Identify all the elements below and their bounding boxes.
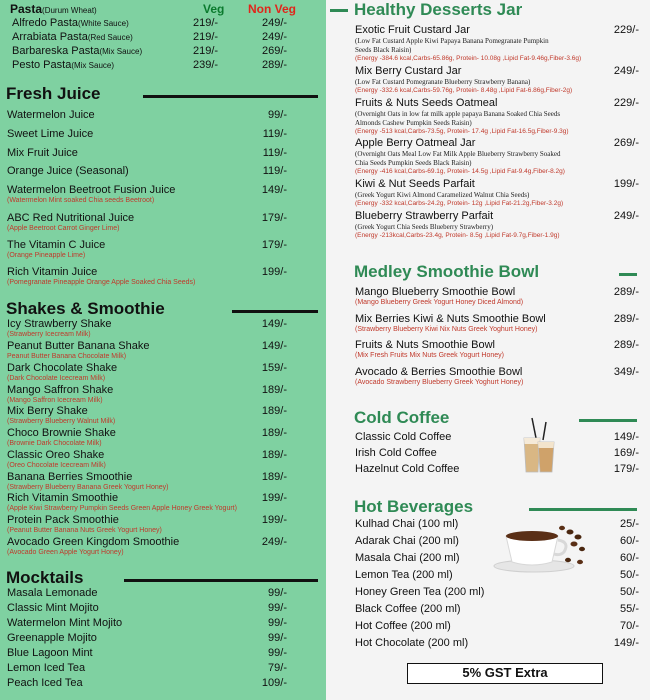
hot-beverages-title: Hot Beverages: [354, 497, 474, 516]
menu-item: Mango Saffron Shake 189/- (Mango Saffron Icecream Milk): [7, 384, 287, 404]
menu-item: Watermelon Juice 99/-: [7, 109, 287, 121]
menu-item: Masala Lemonade 99/-: [7, 587, 287, 599]
section-divider: [143, 95, 318, 98]
menu-item: Kulhad Chai (100 ml) 25/-: [355, 518, 639, 530]
menu-item: Watermelon Mint Mojito 99/-: [7, 617, 287, 629]
mocktails-title: Mocktails: [6, 568, 84, 587]
menu-item: Sweet Lime Juice 119/-: [7, 128, 287, 140]
menu-item: Hot Chocolate (200 ml) 149/-: [355, 637, 639, 649]
menu-item: Dark Chocolate Shake 159/- (Dark Chocolate Icecream Milk): [7, 362, 287, 382]
pasta-title: Pasta(Durum Wheat): [10, 2, 97, 16]
menu-item: Blueberry Strawberry Parfait 249/- (Greek Yogurt Chia Seeds Blueberry Strawberry) (Energy -213kcal,Carbs-23.4g, Protein- 8.5g ,Lipid Fat-9.7g,Fiber-1.9g): [355, 210, 639, 239]
menu-item: Banana Berries Smoothie 189/- (Strawberry Blueberry Banana Greek Yogurt Honey): [7, 471, 287, 491]
nonveg-column-label: Non Veg: [248, 2, 297, 16]
menu-item: Mix Berry Shake 189/- (Strawberry Blueberry Walnut Milk): [7, 405, 287, 425]
pasta-row: Barbareska Pasta(Mix Sauce) 219/- 269/-: [12, 45, 288, 57]
menu-item: Choco Brownie Shake 189/- (Brownie Dark Chocolate Milk): [7, 427, 287, 447]
menu-item: Classic Mint Mojito 99/-: [7, 602, 287, 614]
menu-item: Peach Iced Tea 109/-: [7, 677, 287, 689]
menu-item: Avocado & Berries Smoothie Bowl 349/- (Avocado Strawberry Blueberry Greek Yoghurt Honey): [355, 366, 639, 386]
menu-item: ABC Red Nutritional Juice 179/- (Apple Beetroot Carrot Ginger Lime): [7, 212, 287, 232]
menu-item: Greenapple Mojito 99/-: [7, 632, 287, 644]
menu-item: Orange Juice (Seasonal) 119/-: [7, 165, 287, 177]
shakes-title: Shakes & Smoothie: [6, 299, 165, 318]
menu-item: Classic Cold Coffee 149/-: [355, 431, 639, 443]
menu-item: Apple Berry Oatmeal Jar 269/- (Overnight Oats Meal Low Fat Milk Apple Blueberry Strawberry Soaked Chia Seeds Pumpkin Seeds Black Raisin) (Energy -416 kcal,Carbs-69.1g, Protein- 14.5g ,Lipid Fat-9.4g,Fiber-8.2g): [355, 137, 639, 175]
pasta-header: [10, 2, 316, 16]
menu-item: Rich Vitamin Juice 199/- (Pomegranate Pineapple Orange Apple Soaked Chia Seeds): [7, 266, 287, 286]
pasta-row: Alfredo Pasta(White Sauce) 219/- 249/-: [12, 17, 288, 29]
iced-coffee-icon: [516, 416, 562, 474]
desserts-title: Healthy Desserts Jar: [354, 0, 523, 19]
pasta-row: Arrabiata Pasta(Red Sauce) 219/- 249/-: [12, 31, 288, 43]
menu-item: Fruits & Nuts Smoothie Bowl 289/- (Mix Fresh Fruits Mix Nuts Greek Yogurt Honey): [355, 339, 639, 359]
hot-coffee-icon: [492, 522, 588, 574]
menu-item: Kiwi & Nut Seeds Parfait 199/- (Greek Yogurt Kiwi Almond Caramelized Walnut Chia Seeds) (Energy -332 kcal,Carbs-24.2g, Protein- 12g ,Lipid Fat-21.2g,Fiber-3.2g): [355, 178, 639, 207]
medley-title: Medley Smoothie Bowl: [354, 262, 540, 281]
pasta-row: Pesto Pasta(Mix Sauce) 239/- 289/-: [12, 59, 288, 71]
menu-item: Watermelon Beetroot Fusion Juice 149/- (Watermelon Mint soaked Chia seeds Beetroot): [7, 184, 287, 204]
menu-item: Blue Lagoon Mint 99/-: [7, 647, 287, 659]
menu-item: Mix Berries Kiwi & Nuts Smoothie Bowl 289/- (Strawberry Blueberry Kiwi Nix Nuts Greek Yoghurt Honey): [355, 313, 639, 333]
cold-coffee-title: Cold Coffee: [354, 408, 450, 427]
menu-item: Mix Fruit Juice 119/-: [7, 147, 287, 159]
menu-item: Rich Vitamin Smoothie 199/- (Apple Kiwi Strawberry Pumpkin Seeds Green Apple Honey Greek Yogurt): [7, 492, 287, 512]
menu-item: Black Coffee (200 ml) 55/-: [355, 603, 639, 615]
section-divider: [124, 579, 318, 582]
menu-item: Mango Blueberry Smoothie Bowl 289/- (Mango Blueberry Greek Yogurt Honey Diced Almond): [355, 286, 639, 306]
menu-item: Masala Chai (200 ml) 60/-: [355, 552, 639, 564]
menu-item: Adarak Chai (200 ml) 60/-: [355, 535, 639, 547]
menu-item: Exotic Fruit Custard Jar 229/- (Low Fat Custard Apple Kiwi Papaya Banana Pomegranate Pumpkin Seeds Black Raisin) (Energy -384.6 kcal,Carbs-65.86g, Protein- 10.08g ,Lipid Fat-9.46g,Fiber-3.6g): [355, 24, 639, 62]
menu-item: Avocado Green Kingdom Smoothie 249/- (Avocado Green Apple Yogurt Honey): [7, 536, 287, 556]
menu-item: Honey Green Tea (200 ml) 50/-: [355, 586, 639, 598]
fresh-juice-title: Fresh Juice: [6, 84, 101, 103]
section-divider: [529, 508, 637, 511]
menu-item: Classic Oreo Shake 189/- (Oreo Chocolate Icecream Milk): [7, 449, 287, 469]
menu-item: Lemon Iced Tea 79/-: [7, 662, 287, 674]
right-menu-column: [326, 0, 650, 700]
menu-item: Hot Coffee (200 ml) 70/-: [355, 620, 639, 632]
menu-item: Hazelnut Cold Coffee 179/-: [355, 463, 639, 475]
menu-item: Lemon Tea (200 ml) 50/-: [355, 569, 639, 581]
veg-column-label: Veg: [203, 2, 225, 16]
section-divider: [232, 310, 318, 313]
menu-item: Mix Berry Custard Jar 249/- (Low Fat Custard Pomegranate Blueberry Strawberry Banana) (Energy -332.6 kcal,Carbs-59.76g, Protein- 8.48g ,Lipid Fat-6.86g,Fiber-2g): [355, 65, 639, 94]
menu-item: The Vitamin C Juice 179/- (Orange Pineapple Lime): [7, 239, 287, 259]
menu-item: Peanut Butter Banana Shake 149/- Peanut Butter Banana Chocolate Milk): [7, 340, 287, 360]
menu-item: Protein Pack Smoothie 199/- (Peanut Butter Banana Nuts Greek Yogurt Honey): [7, 514, 287, 534]
section-divider: [579, 419, 637, 422]
menu-item: Fruits & Nuts Seeds Oatmeal 229/- (Overnight Oats in low fat milk apple papaya Banana Soaked Chia Seeds Almonds Cashew Pumpkin Seeds Raisin) (Energy -513 kcal,Carbs-73.5g, Protein- 17.4g ,Lipid Fat-16.5g,Fiber-9.3g): [355, 97, 639, 135]
section-divider: [330, 9, 348, 12]
menu-item: Irish Cold Coffee 169/-: [355, 447, 639, 459]
section-divider: [619, 273, 637, 276]
menu-item: Icy Strawberry Shake 149/- (Strawberry Icecream Milk): [7, 318, 287, 338]
gst-note: 5% GST Extra: [407, 663, 603, 684]
